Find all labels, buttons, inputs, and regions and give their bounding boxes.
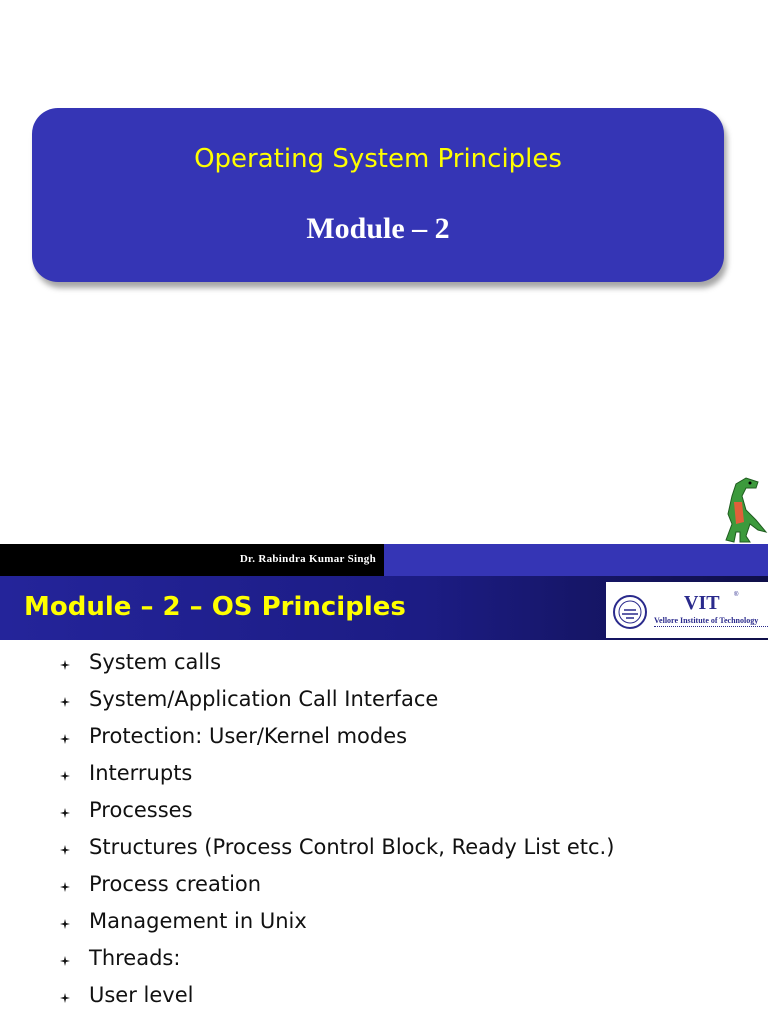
title-box (32, 108, 724, 282)
diamond-bullet-icon (60, 919, 70, 929)
slide-heading: Module – 2 – OS Principles (24, 592, 406, 622)
diamond-bullet-icon (60, 956, 70, 966)
list-item: Management in Unix (60, 909, 614, 946)
logo-full-name: Vellore Institute of Technology (654, 616, 759, 625)
content-slide (0, 576, 768, 1024)
vit-seal-icon (612, 594, 648, 630)
diamond-bullet-icon (60, 993, 70, 1003)
dinosaur-mascot-icon (706, 474, 768, 544)
diamond-bullet-icon (60, 808, 70, 818)
diamond-bullet-icon (60, 734, 70, 744)
list-item: Threads: (60, 946, 614, 983)
diamond-bullet-icon (60, 660, 70, 670)
list-item: Process creation (60, 872, 614, 909)
list-item: Structures (Process Control Block, Ready List etc.) (60, 835, 614, 872)
logo-divider (654, 626, 768, 631)
list-item: Protection: User/Kernel modes (60, 724, 614, 761)
footer-author-box (0, 544, 384, 576)
diamond-bullet-icon (60, 882, 70, 892)
list-item: User level (60, 983, 614, 1020)
topic-list (60, 650, 614, 1020)
list-item: Interrupts (60, 761, 614, 798)
slide-header (0, 576, 768, 640)
diamond-bullet-icon (60, 771, 70, 781)
list-item: System/Application Call Interface (60, 687, 614, 724)
vit-logo (606, 582, 768, 638)
registered-mark-icon: ® (734, 592, 739, 598)
list-item: Processes (60, 798, 614, 835)
diamond-bullet-icon (60, 845, 70, 855)
list-item: System calls (60, 650, 614, 687)
logo-short-name: VIT (684, 592, 720, 614)
slide-subtitle: Module – 2 (306, 212, 450, 245)
slide-title: Operating System Principles (194, 144, 562, 174)
author-name: Dr. Rabindra Kumar Singh (239, 553, 376, 565)
diamond-bullet-icon (60, 697, 70, 707)
